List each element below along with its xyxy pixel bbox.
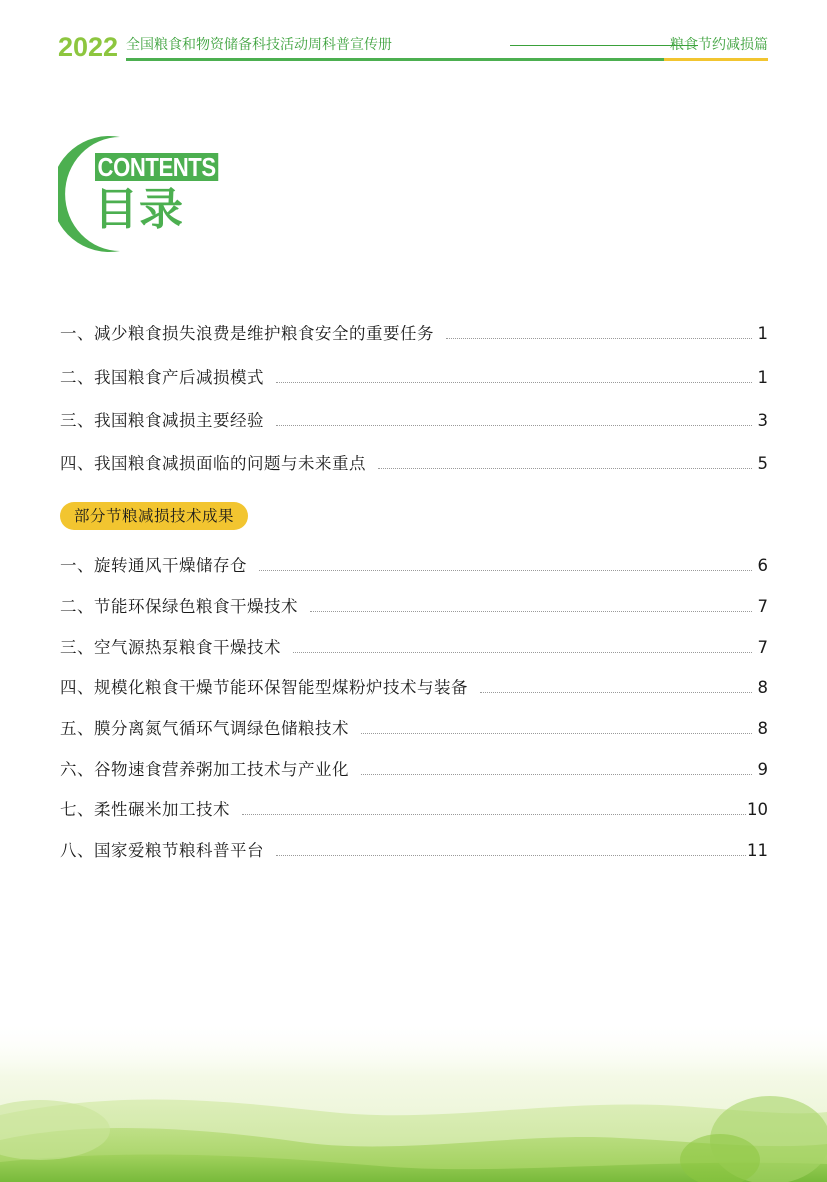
toc-leader — [293, 652, 752, 653]
toc-item[interactable] — [60, 839, 768, 863]
toc-leader — [276, 855, 746, 856]
landscape-decoration — [0, 1020, 827, 1182]
toc-item-page: 1 — [757, 368, 768, 387]
toc-item[interactable] — [60, 322, 768, 346]
toc-item[interactable] — [60, 409, 768, 433]
toc-leader — [310, 611, 752, 612]
contents-english: CONTENTS — [95, 153, 218, 181]
toc-item-page: 8 — [757, 719, 768, 738]
toc-leader — [276, 382, 752, 383]
toc-leader — [361, 774, 752, 775]
toc-item-label: 二、我国粮食产后减损模式 — [60, 368, 264, 387]
toc-leader — [480, 692, 752, 693]
toc-item[interactable] — [60, 717, 768, 741]
toc-item[interactable] — [60, 554, 768, 578]
toc-item-page: 3 — [757, 411, 768, 430]
toc-leader — [259, 570, 752, 571]
toc-item[interactable] — [60, 452, 768, 476]
header-title: 全国粮食和物资储备科技活动周科普宣传册 — [126, 37, 392, 53]
toc-item-label: 四、规模化粮食干燥节能环保智能型煤粉炉技术与装备 — [60, 678, 468, 697]
toc-item-label: 五、膜分离氮气循环气调绿色储粮技术 — [60, 719, 349, 738]
toc-item-label: 六、谷物速食营养粥加工技术与产业化 — [60, 760, 349, 779]
toc-item[interactable] — [60, 758, 768, 782]
toc-item-label: 一、旋转通风干燥储存仓 — [60, 556, 247, 575]
toc-item[interactable] — [60, 676, 768, 700]
toc-item-page: 9 — [757, 760, 768, 779]
header-bar-green — [126, 58, 664, 61]
header-year: 2022 — [58, 32, 119, 62]
contents-logo — [58, 135, 248, 255]
toc-item-page: 8 — [757, 678, 768, 697]
contents-chinese: 目录 — [94, 184, 184, 235]
toc-item-page: 1 — [757, 324, 768, 343]
toc-item-label: 三、空气源热泵粮食干燥技术 — [60, 638, 281, 657]
toc-item-page: 7 — [757, 597, 768, 616]
toc-item-page: 7 — [757, 638, 768, 657]
toc-item[interactable] — [60, 595, 768, 619]
page-header — [58, 30, 768, 64]
toc-leader — [446, 338, 752, 339]
toc-item-label: 八、国家爱粮节粮科普平台 — [60, 841, 264, 860]
toc-item-page: 6 — [757, 556, 768, 575]
toc-item-page: 5 — [757, 454, 768, 473]
toc-leader — [378, 468, 752, 469]
toc-item-label: 一、减少粮食损失浪费是维护粮食安全的重要任务 — [60, 324, 434, 343]
toc-leader — [242, 814, 746, 815]
toc-leader — [361, 733, 752, 734]
toc-leader — [276, 425, 752, 426]
toc-item-label: 七、柔性碾米加工技术 — [60, 800, 230, 819]
toc-item[interactable] — [60, 798, 768, 822]
toc-item-label: 二、节能环保绿色粮食干燥技术 — [60, 597, 298, 616]
header-bar-yellow — [664, 58, 768, 61]
toc-item[interactable] — [60, 636, 768, 660]
toc-item-label: 四、我国粮食减损面临的问题与未来重点 — [60, 454, 366, 473]
toc-item-page: 10 — [747, 800, 768, 819]
section-pill: 部分节粮减损技术成果 — [60, 502, 248, 530]
toc-item-label: 三、我国粮食减损主要经验 — [60, 411, 264, 430]
header-section: 粮食节约减损篇 — [670, 37, 768, 53]
toc-item-page: 11 — [747, 841, 768, 860]
toc-item[interactable] — [60, 366, 768, 390]
